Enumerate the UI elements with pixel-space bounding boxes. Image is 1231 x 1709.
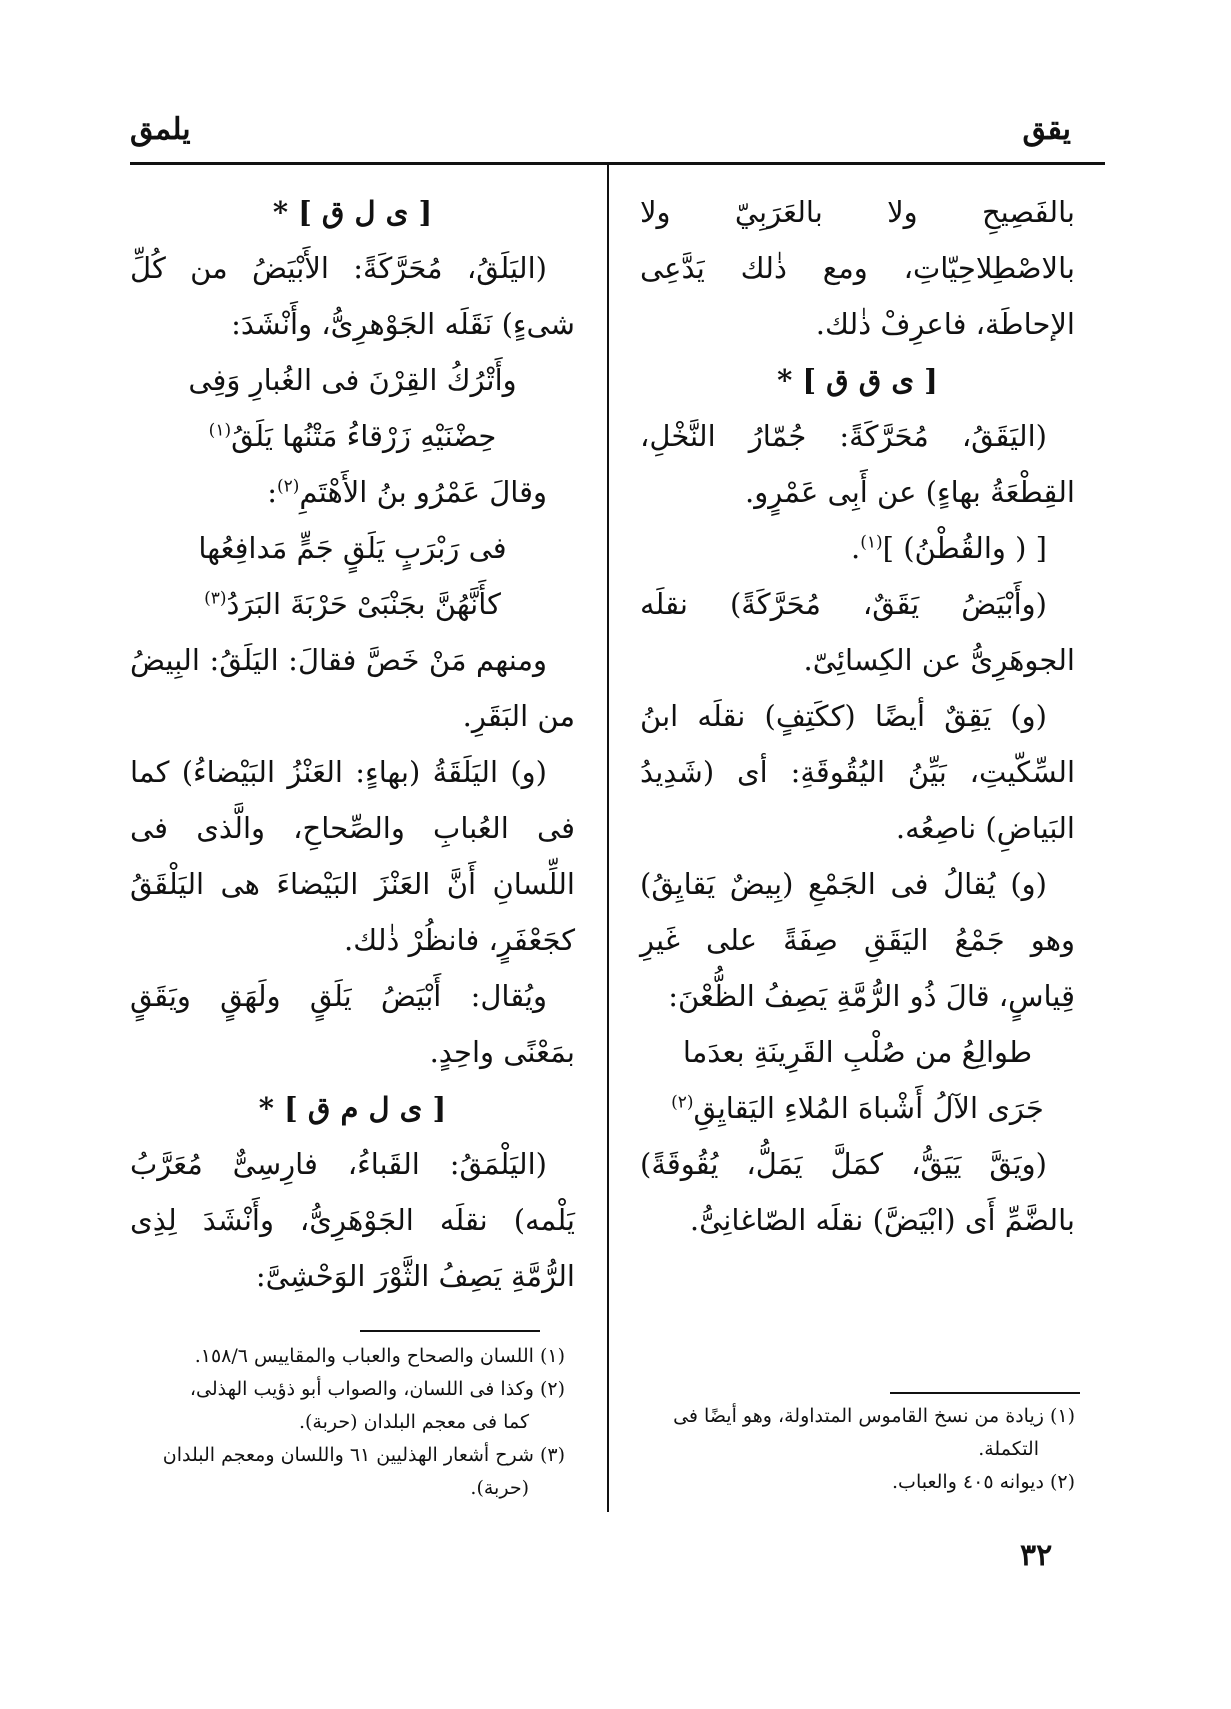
footnote-ref: (٢): [671, 1092, 694, 1113]
footnote: (٢) وكذا فى اللسان، والصواب أبو ذؤيب الهذلى،: [189, 1378, 565, 1400]
right-column: [640, 184, 1075, 1248]
paragraph-text: (و) اليَلَقَةُ (بهاءٍ: العَنْزُ البَيْضاءُ) كما فى العُبابِ والصِّحاحِ، والَّذى فى اللِّسانِ أَنَّ العَنْزَ البَيْضاءَ هى اليَلْقَقُ كجَعْفَرٍ، فانظُرْ ذٰلك.: [130, 755, 575, 957]
entry-text: [640, 1136, 1075, 1248]
entry-text: [130, 968, 575, 1080]
paragraph-text: وقالَ عَمْرُو بنُ الأَهْتَمِ: [299, 475, 547, 509]
footnote-ref: (١): [860, 532, 883, 553]
root-heading: [640, 352, 1075, 408]
paragraph-tail: :: [267, 475, 277, 509]
footnote-continuation: (حربة).: [470, 1477, 529, 1499]
paragraph-text: حِضْنَيْهِ زَرْقاءُ مَتْنُها يَلَقُ: [231, 419, 497, 453]
entry-text: [640, 576, 1075, 688]
verse-line: [130, 576, 575, 632]
paragraph-text: ومنهم مَنْ خَصَّ فقالَ: اليَلَقُ: البِيضُ من البَقَرِ.: [130, 643, 575, 733]
footnote: (١) زيادة من نسخ القاموس المتداولة، وهو أيضًا فى: [673, 1405, 1075, 1427]
running-header-left: يلمق: [130, 112, 191, 147]
paragraph-text: فى رَبْرَبٍ يَلَقٍ جَمٍّ مَدافِعُها: [198, 531, 507, 565]
footnote-rule-left: [360, 1330, 540, 1332]
paragraph-text: (و) يُقالُ فى الجَمْعِ (بِيضٌ يَقايِقُ) وهو جَمْعُ اليَقَقِ صِفَةً على غَيرِ قِياسٍ، قالَ ذُو الرُّمَّةِ يَصِفُ الظُّعْنَ:: [640, 867, 1075, 1013]
footnote: (١) اللسان والصحاح والعباب والمقاييس ١٥٨/٦.: [194, 1345, 565, 1367]
entry-text: [640, 408, 1075, 520]
column-divider: [607, 164, 609, 1512]
footnotes-right: [650, 1400, 1075, 1499]
entry-text: [130, 744, 575, 968]
footnote-continuation: التكملة.: [978, 1438, 1039, 1460]
footnote: (٢) ديوانه ٤٠٥ والعباب.: [892, 1471, 1075, 1493]
footnote-ref: (٢): [276, 476, 300, 497]
entry-text: [130, 464, 575, 520]
paragraph-text: (اليَقَقُ، مُحَرَّكَةً: جُمّارُ النَّخْلِ، القِطْعَةُ بهاءٍ) عن أَبِى عَمْرٍو.: [640, 419, 1075, 509]
paragraph-text: ويُقال: أَبْيَضُ يَلَقٍ ولَهَقٍ ويَقَقٍ بمَعْنًى واحِدٍ.: [130, 979, 575, 1069]
entry-text: [640, 688, 1075, 856]
entry-text: [130, 240, 575, 352]
footnotes-left: [145, 1340, 565, 1505]
entry-text: [130, 632, 575, 744]
root-heading: [130, 184, 575, 240]
paragraph-text: (اليَلْمَقُ: القَباءُ، فارِسِىٌّ مُعَرَّبُ يَلْمه) نقلَه الجَوْهَرِىُّ، وأَنْشَدَ لِذِى الرُّمَّةِ يَصِفُ الثَّوْرَ الوَحْشِىَّ:: [130, 1147, 575, 1293]
paragraph-text: وأَتْرُكُ القِرْنَ فى الغُبارِ وَفِى: [188, 363, 517, 397]
paragraph-text: (ويَقَّ يَيَقُّ، كمَلَّ يَمَلُّ، يُقُوقَةً) بالضَّمِّ أَى (ابْيَضَّ) نقلَه الصّاغانِىُّ.: [640, 1147, 1075, 1237]
entry-text: [640, 856, 1075, 1024]
paragraph-text: جَرَى الآلُ أَشْباهَ المُلاءِ اليَقايِقِ: [693, 1091, 1044, 1125]
footnote-ref: (١): [208, 420, 232, 441]
entry-text: [640, 184, 1075, 352]
footnote: (٣) شرح أشعار الهذليين ٦١ واللسان ومعجم البلدان: [162, 1444, 565, 1466]
entry-text: [130, 1136, 575, 1304]
verse-line: [130, 520, 575, 576]
left-column: [130, 184, 575, 1304]
paragraph-text: بالفَصِيحِ ولا بالعَرَبِيّ ولا بالاصْطِلاحِيّاتِ، ومع ذٰلك يَدَّعِى الإحاطَة، فاعرِفْ ذٰلك.: [640, 195, 1075, 341]
paragraph-text: (اليَلَقُ، مُحَرَّكَةً: الأَبْيَضُ من كُلِّ شىءٍ) نَقَلَه الجَوْهرِىُّ، وأَنْشَدَ:: [130, 251, 575, 341]
running-header-right: يقق: [1022, 112, 1071, 147]
paragraph-text: [ ( والقُطْنُ) ]: [882, 531, 1047, 565]
entry-text: [640, 520, 1075, 576]
paragraph-text: (و) يَقِقٌ أيضًا (ككَتِفٍ) نقلَه ابنُ السِّكّيتِ، بَيِّنُ اليُقُوقَةِ: أى (شَدِيدُ البَياضِ) ناصِعُه.: [640, 699, 1075, 845]
footnote-ref: (٣): [204, 588, 227, 609]
paragraph-text: [ ى ل م ق ] *: [258, 1091, 447, 1125]
verse-line: [640, 1024, 1075, 1080]
verse-line: [130, 408, 575, 464]
verse-line: [130, 352, 575, 408]
footnote-continuation: كما فى معجم البلدان (حربة).: [298, 1411, 529, 1433]
paragraph-text: طوالِعُ من صُلْبِ القَرِينَةِ بعدَما: [682, 1035, 1033, 1069]
paragraph-text: [ ى ق ق ] *: [777, 363, 938, 397]
root-heading: [130, 1080, 575, 1136]
paragraph-text: كأَنَّهُنَّ بجَنْبَىْ حَرْبَةَ البَرَدُ: [226, 587, 501, 621]
header-rule: [130, 162, 1105, 165]
paragraph-text: (وأَبْيَضُ يَقَقٌ، مُحَرَّكَةً) نقلَه الجوهَرِىُّ عن الكِسائِىّ.: [640, 587, 1075, 677]
paragraph-text: [ ى ل ق ] *: [272, 195, 433, 229]
page-number: ٣٢: [1020, 1538, 1053, 1573]
footnote-rule-right: [890, 1392, 1080, 1394]
verse-line: [640, 1080, 1075, 1136]
paragraph-tail: .: [851, 531, 861, 565]
